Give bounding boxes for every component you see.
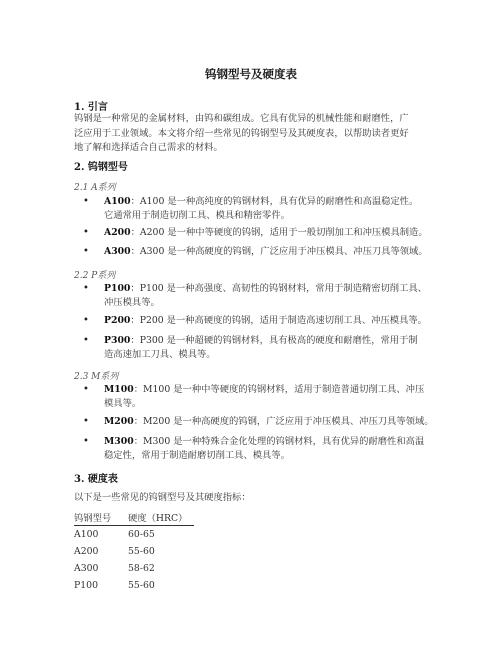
section-heading-intro: 1. 引言	[74, 102, 108, 113]
hardness-table	[74, 509, 194, 594]
column-header-model: 钨钢型号	[74, 509, 128, 526]
bullet-icon: •	[83, 196, 89, 207]
model-code: P300	[104, 335, 131, 346]
subsection-heading-m: 2.3 M系列	[74, 372, 119, 382]
model-description: ：A300 是一种高硬度的钨钢，广泛应用于冲压模具、冲压刀具等领域。	[130, 246, 428, 257]
bullet-icon: •	[83, 335, 89, 346]
column-header-hardness: 硬度（HRC）	[128, 509, 194, 526]
table-row	[74, 543, 194, 560]
section-heading-models: 2. 钨钢型号	[74, 162, 128, 173]
model-code: P200	[104, 315, 131, 326]
model-description-cont: 模具等。	[104, 398, 142, 409]
bullet-icon: •	[83, 315, 89, 326]
document-title: 钨钢型号及硬度表	[205, 67, 297, 81]
cell-hardness: 58-62	[128, 563, 155, 574]
intro-line: 泛应用于工业领域。本文将介绍一些常见的钨钢型号及其硬度表，以帮助读者更好	[74, 127, 409, 139]
cell-hardness: 55-60	[128, 580, 155, 591]
model-description-cont: 稳定性，常用于制造耐磨切削工具、模具等。	[104, 450, 290, 461]
model-description-cont: 它通常用于制造切削工具、模具和精密零件。	[104, 210, 290, 221]
cell-hardness: 55-60	[128, 546, 155, 557]
model-description: ：P300 是一种超硬的钨钢材料，具有极高的硬度和耐磨性，常用于制	[130, 335, 418, 346]
model-code: P100	[104, 283, 131, 294]
bullet-icon: •	[83, 227, 89, 238]
bullet-icon: •	[83, 384, 89, 395]
intro-line: 地了解和选择适合自己需求的材料。	[74, 142, 223, 153]
model-description: ：A100 是一种高纯度的钨钢材料，具有优异的耐磨性和高温稳定性。	[130, 196, 419, 207]
model-code: A200	[104, 227, 131, 238]
model-description: ：A200 是一种中等硬度的钨钢，适用于一般切削加工和冲压模具制造。	[130, 227, 428, 238]
table-row	[74, 560, 194, 577]
model-description: ：M200 是一种高硬度的钨钢，广泛应用于冲压模具、冲压刀具等领域。	[133, 416, 434, 427]
model-description: ：P100 是一种高强度、高韧性的钨钢材料，常用于制造精密切削工具、	[130, 283, 427, 294]
table-header-row	[74, 509, 194, 526]
intro-line: 钨钢是一种常见的金属材料，由钨和碳组成。它具有优异的机械性能和耐磨性，广	[74, 113, 409, 124]
bullet-icon: •	[83, 246, 89, 257]
model-code: A300	[104, 246, 131, 257]
model-description-cont: 造高速加工刀具、模具等。	[104, 349, 216, 360]
intro-paragraph	[74, 112, 434, 156]
cell-hardness: 60-65	[128, 529, 155, 540]
model-description: ：M300 是一种特殊合金化处理的钨钢材料，具有优异的耐磨性和高温	[133, 436, 425, 447]
subsection-heading-p: 2.2 P系列	[74, 271, 116, 281]
table-row	[74, 526, 194, 544]
model-code: M300	[104, 436, 134, 447]
section-heading-hardness: 3. 硬度表	[74, 474, 118, 485]
subsection-heading-a: 2.1 A系列	[74, 183, 116, 193]
cell-model: A300	[74, 563, 99, 574]
model-description: ：M100 是一种中等硬度的钨钢材料，适用于制造普通切削工具、冲压	[133, 384, 425, 395]
bullet-icon: •	[83, 283, 89, 294]
model-description: ：P200 是一种高硬度的钨钢，适用于制造高速切削工具、冲压模具等。	[130, 315, 427, 326]
model-code: M200	[104, 416, 134, 427]
bullet-icon: •	[83, 436, 89, 447]
table-row	[74, 577, 194, 594]
cell-model: A100	[74, 529, 99, 540]
model-code: M100	[104, 384, 134, 395]
model-description-cont: 冲压模具等。	[104, 297, 160, 308]
table-intro: 以下是一些常见的钨钢型号及其硬度指标：	[74, 492, 251, 503]
cell-model: P100	[74, 580, 99, 591]
cell-model: A200	[74, 546, 99, 557]
model-code: A100	[104, 196, 131, 207]
bullet-icon: •	[83, 416, 89, 427]
